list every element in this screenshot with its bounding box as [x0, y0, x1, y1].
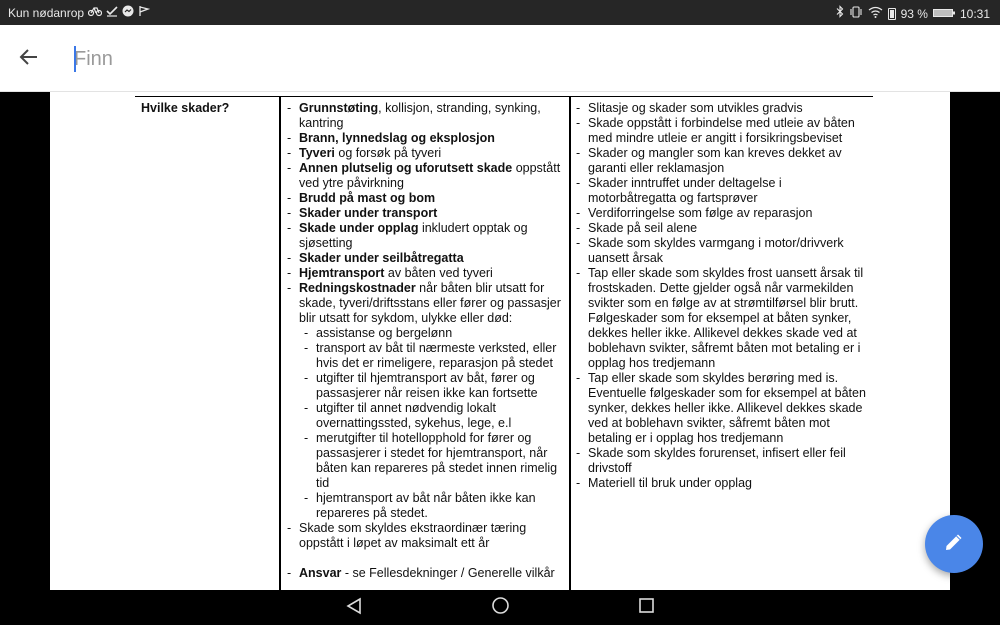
item-text: merutgifter til hotellopphold for fører og passasjerer i stedet for hjemtransport, når båten kan repareres på stedet innen rimelig tid	[316, 431, 558, 490]
check-icon	[106, 5, 118, 21]
wifi-icon	[868, 6, 883, 22]
item-term: Brann, lynnedslag og eksplosjon	[299, 131, 495, 145]
triangle-back-icon	[345, 597, 363, 620]
nav-home-button[interactable]	[490, 598, 510, 618]
item-text: assistanse og bergelønn	[316, 326, 453, 340]
item-text: Skader og mangler som kan kreves dekket av garanti eller reklamasjon	[588, 146, 842, 175]
status-left	[8, 5, 150, 21]
item-text: , kollisjon, stranding, synking, kantring	[299, 101, 541, 130]
item-text: Tap eller skade som skyldes frost uansett årsak til frostskaden. Dette gjelder også når varmekilden svikter som en følge av at strømtilførsel blir brutt. Følgeskader som for eksempel at båten synker, dekkes heller ikke. Allikevel dekkes skade ved at boblehavn svikter, såfremt båten mot betaling er i opplag hos tredjemann	[588, 266, 864, 370]
document-page	[50, 92, 950, 590]
flag-icon	[138, 5, 150, 21]
list-item	[285, 146, 567, 161]
covered-column	[285, 101, 567, 581]
list-item	[574, 206, 872, 221]
battery-icon	[888, 8, 896, 20]
messenger-icon	[122, 5, 134, 21]
item-text: Skader inntruffet under deltagelse i motorbåtregatta og fartsprøver	[588, 176, 782, 205]
list-item	[285, 491, 567, 521]
list-item	[574, 371, 872, 446]
excluded-list	[574, 101, 872, 491]
square-recents-icon	[638, 597, 655, 619]
list-item	[574, 476, 872, 491]
item-text: Skade som skyldes forurenset, infisert eller feil drivstoff	[588, 446, 846, 475]
item-text: transport av båt til nærmeste verksted, eller hvis det er rimeligere, reparasjon på stedet	[316, 341, 557, 370]
item-term: Brudd på mast og bom	[299, 191, 436, 205]
item-text: oppstått ved ytre påvirkning	[299, 161, 561, 190]
nav-recents-button[interactable]	[636, 598, 656, 618]
arrow-left-icon	[19, 47, 39, 72]
status-bar	[0, 0, 1000, 25]
find-bar	[0, 25, 1000, 92]
back-button[interactable]	[12, 42, 46, 76]
item-text: utgifter til annet nødvendig lokalt overnattingssted, sykehus, lege, e.l	[316, 401, 512, 430]
navigation-bar	[0, 590, 1000, 625]
list-item	[574, 116, 872, 146]
item-term: Ansvar	[299, 566, 342, 580]
item-text: - se Fellesdekninger / Generelle vilkår	[341, 566, 555, 580]
item-text: og forsøk på tyveri	[334, 146, 442, 160]
list-item	[285, 401, 567, 431]
list-item	[285, 566, 567, 581]
list-item	[574, 221, 872, 236]
list-item	[285, 266, 567, 281]
list-item	[285, 371, 567, 401]
carrier-text: Kun nødanrop	[8, 6, 85, 20]
list-item	[285, 326, 567, 341]
find-input[interactable]	[74, 44, 934, 74]
nav-back-button[interactable]	[344, 598, 364, 618]
list-item	[285, 221, 567, 251]
list-item	[574, 101, 872, 116]
bike-icon	[88, 5, 102, 21]
circle-home-icon	[491, 596, 510, 620]
list-item	[574, 446, 872, 476]
item-text: Tap eller skade som skyldes berøring med is. Eventuelle følgeskader som for eksempel at båten synker, dekkes heller ikke. Allikevel dekkes skade ved at boblehavn svikter, såfremt båten mot betaling er i opplag hos tredjemann	[588, 371, 866, 445]
table-divider-right	[569, 96, 571, 590]
item-term: Skader under transport	[299, 206, 438, 220]
item-text: Skade som skyldes varmgang i motor/drivverk uansett årsak	[588, 236, 844, 265]
status-right	[836, 5, 990, 22]
item-text: av båten ved tyveri	[384, 266, 493, 280]
list-item	[574, 146, 872, 176]
edit-button[interactable]	[925, 515, 983, 573]
item-text: Slitasje og skader som utvikles gradvis	[588, 101, 803, 115]
list-item	[285, 191, 567, 206]
list-item	[285, 281, 567, 326]
battery-level: 93 %	[900, 6, 928, 21]
list-item	[285, 251, 567, 266]
table-top-rule	[135, 96, 873, 97]
item-term: Skader under seilbåtregatta	[299, 251, 464, 265]
table-divider-left	[279, 96, 281, 590]
covered-list	[285, 101, 567, 581]
list-item	[574, 236, 872, 266]
list-item	[285, 206, 567, 221]
list-item	[285, 341, 567, 371]
list-item	[285, 161, 567, 191]
item-term: Grunnstøting	[299, 101, 379, 115]
item-text: Verdiforringelse som følge av reparasjon	[588, 206, 813, 220]
item-term: Tyveri	[299, 146, 335, 160]
item-term: Redningskostnader	[299, 281, 416, 295]
item-text: Skade på seil alene	[588, 221, 698, 235]
vibrate-icon	[849, 6, 863, 22]
list-item	[285, 131, 567, 146]
battery-bar-icon	[933, 7, 955, 21]
item-text: Skade som skyldes ekstraordinær tæring oppstått i løpet av maksimalt ett år	[299, 521, 527, 550]
item-text: Materiell til bruk under opplag	[588, 476, 752, 490]
item-text: når båten blir utsatt for skade, tyveri/driftsstans eller fører og passasjer blir utsatt for sykdom, ulykke eller død:	[299, 281, 561, 325]
list-item	[285, 431, 567, 491]
excluded-column	[574, 101, 872, 491]
list-item	[285, 101, 567, 131]
list-item	[285, 521, 567, 551]
row-header: Hvilke skader?	[141, 101, 230, 115]
clock: 10:31	[959, 6, 990, 21]
item-term: Hjemtransport	[299, 266, 385, 280]
document-viewer[interactable]	[0, 92, 1000, 590]
item-text: inkludert opptak og sjøsetting	[299, 221, 528, 250]
item-text: utgifter til hjemtransport av båt, fører og passasjerer når reisen ikke kan fortsette	[316, 371, 538, 400]
item-text: Skade oppstått i forbindelse med utleie av båten med mindre utleie er angitt i forsikringsbeviset	[588, 116, 855, 145]
item-term: Skade under opplag	[299, 221, 419, 235]
item-term: Annen plutselig og uforutsett skade	[299, 161, 513, 175]
item-text: hjemtransport av båt når båten ikke kan repareres på stedet.	[316, 491, 536, 520]
bluetooth-icon	[836, 5, 844, 22]
text-caret	[74, 46, 76, 72]
pencil-icon	[943, 531, 965, 558]
list-item	[574, 176, 872, 206]
list-item	[574, 266, 872, 371]
